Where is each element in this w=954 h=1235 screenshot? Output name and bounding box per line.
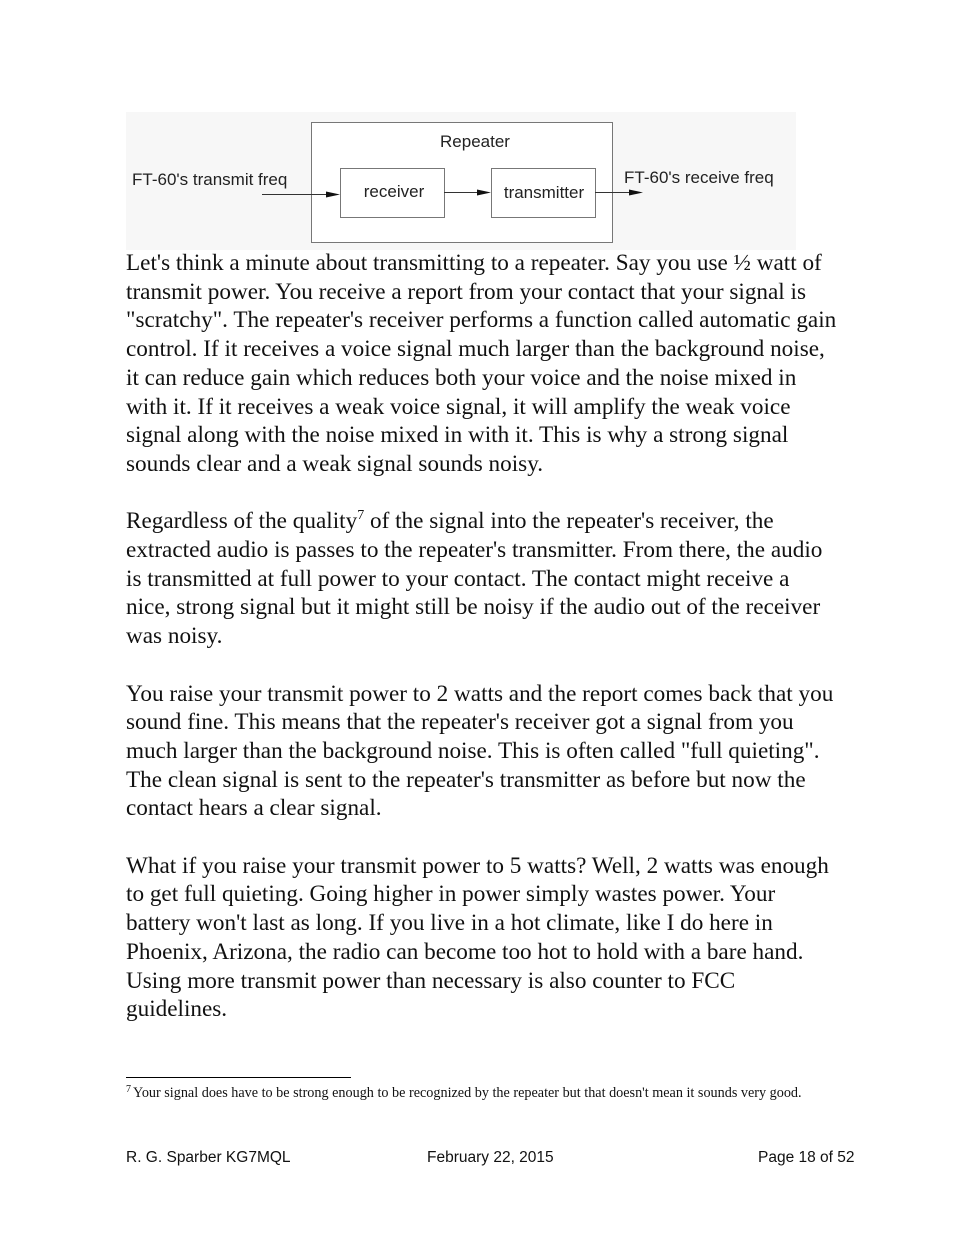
repeater-block-diagram <box>126 112 796 250</box>
footer-author: R. G. Sparber KG7MQL <box>126 1149 291 1166</box>
paragraph: What if you raise your transmit power to 5 watts? Well, 2 watts was enough to get full quieting. Going higher in power simply wastes power. Your battery won't last as long. If you live in a hot climate, like I do here in Phoenix, Arizona, the radio can become too hot to hold with a bare hand. Using more transmit power than necessary is also counter to FCC guidelines. <box>126 852 829 1023</box>
output-label: FT-60's receive freq <box>624 168 774 187</box>
paragraph <box>126 507 838 651</box>
paragraph-text: of the signal into the repeater's receiver, the extracted audio is passes to the repeater's transmitter. From there, the audio is transmitted at full power to your contact. The contact might receive a nice, strong signal but it might still be noisy if the audio out of the receiver was noisy. <box>126 508 823 650</box>
footnote-text: Your signal does have to be strong enough to be recognized by the repeater but that doesn't mean it sounds very good. <box>133 1085 802 1101</box>
paragraph: You raise your transmit power to 2 watts and the report comes back that you sound fine. This means that the repeater's receiver got a signal from you much larger than the background noise. This is often called "full quieting". The clean signal is sent to the repeater's transmitter as before but now the contact hears a clear signal. <box>126 680 834 822</box>
footer-page-number: Page 18 of 52 <box>758 1149 855 1166</box>
footer-date: February 22, 2015 <box>427 1149 554 1166</box>
footnote <box>126 1084 842 1102</box>
footnote-reference: 7 <box>357 508 365 524</box>
footnote-number: 7 <box>126 1084 131 1095</box>
footnote-separator <box>126 1077 351 1078</box>
paragraph-text: Regardless of the quality <box>126 508 358 535</box>
transmitter-label: transmitter <box>503 183 585 202</box>
repeater-label: Repeater <box>440 132 510 151</box>
body-text <box>126 249 838 1053</box>
paragraph: Let's think a minute about transmitting to a repeater. Say you use ½ watt of transmit power. You receive a report from your contact that your signal is "scratchy". The repeater's receiver performs a function called automatic gain control. If it receives a voice signal much larger than the background noise, it can reduce gain which reduces both your voice and the noise mixed in with it. If it receives a weak voice signal, it will amplify the weak voice signal along with the noise mixed in with it. This is why a strong signal sounds clear and a weak signal sounds noisy. <box>126 250 837 477</box>
input-label: FT-60's transmit freq <box>132 170 288 189</box>
receiver-label: receiver <box>363 182 425 201</box>
